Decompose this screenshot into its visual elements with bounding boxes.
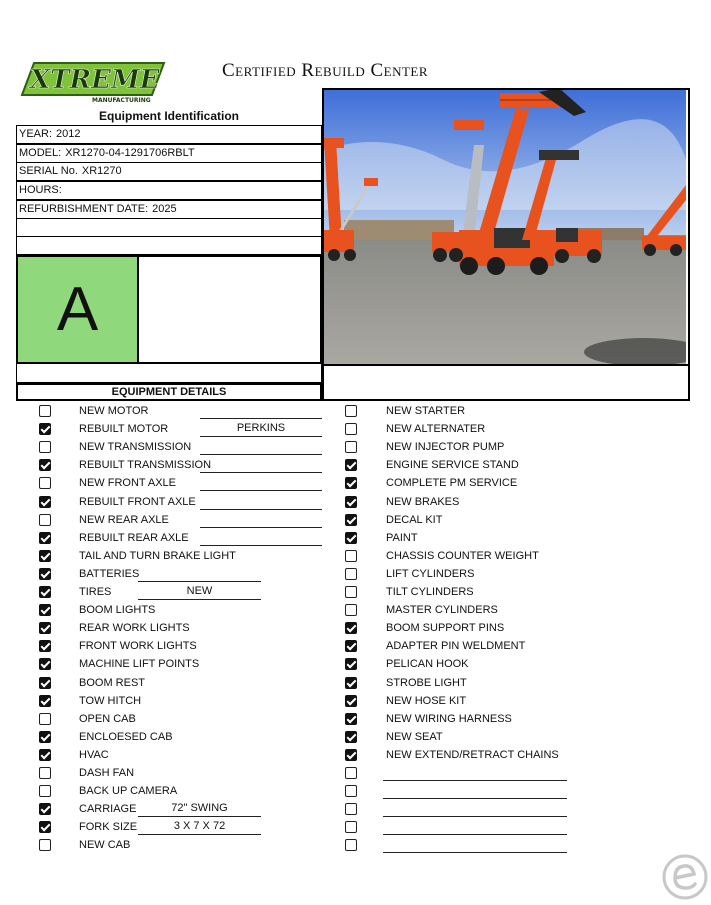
blank-row bbox=[16, 363, 322, 383]
checklist-item bbox=[345, 584, 675, 602]
photo-divider bbox=[322, 364, 690, 366]
checklist-item-label: REBUILT REAR AXLE bbox=[79, 532, 189, 544]
checked-checkbox[interactable] bbox=[39, 423, 51, 435]
checklist-item-label: TAIL AND TURN BRAKE LIGHT bbox=[79, 550, 236, 562]
checklist-item-label: REAR WORK LIGHTS bbox=[79, 622, 190, 634]
checked-checkbox[interactable] bbox=[345, 477, 357, 489]
id-row-label: YEAR: bbox=[19, 128, 53, 140]
unchecked-checkbox[interactable] bbox=[345, 785, 357, 797]
checked-checkbox[interactable] bbox=[39, 677, 51, 689]
unchecked-checkbox[interactable] bbox=[39, 839, 51, 851]
id-row-value: 2025 bbox=[152, 203, 177, 215]
checklist-item-label: BOOM LIGHTS bbox=[79, 604, 156, 616]
checked-checkbox[interactable] bbox=[345, 640, 357, 652]
checklist-item-label: DECAL KIT bbox=[386, 514, 443, 526]
checklist-item bbox=[39, 421, 369, 439]
fill-in-line bbox=[200, 475, 322, 491]
checklist-item bbox=[39, 457, 369, 475]
fill-in-line bbox=[200, 494, 322, 510]
checklist-item bbox=[39, 675, 369, 693]
fill-in-line bbox=[383, 837, 567, 853]
unchecked-checkbox[interactable] bbox=[39, 405, 51, 417]
checklist-item bbox=[345, 548, 675, 566]
checklist-item-label: NEW EXTEND/RETRACT CHAINS bbox=[386, 749, 559, 761]
unchecked-checkbox[interactable] bbox=[39, 713, 51, 725]
fill-in-line: PERKINS bbox=[200, 421, 322, 437]
fill-in-line bbox=[200, 530, 322, 546]
checked-checkbox[interactable] bbox=[345, 496, 357, 508]
unchecked-checkbox[interactable] bbox=[345, 803, 357, 815]
checklist-item-label: LIFT CYLINDERS bbox=[386, 568, 475, 580]
checklist-item bbox=[345, 620, 675, 638]
checklist-item bbox=[345, 747, 675, 765]
checklist-item-label: DASH FAN bbox=[79, 767, 135, 779]
checklist-item bbox=[345, 512, 675, 530]
checklist-item bbox=[39, 439, 369, 457]
checked-checkbox[interactable] bbox=[345, 459, 357, 471]
checklist-item-label: CHASSIS COUNTER WEIGHT bbox=[386, 550, 539, 562]
identification-title: Equipment Identification bbox=[99, 109, 239, 123]
checklist-item bbox=[345, 494, 675, 512]
checklist-item bbox=[39, 801, 369, 819]
checklist-item bbox=[345, 421, 675, 439]
logo-wordmark: XTREME bbox=[30, 65, 160, 95]
checked-checkbox[interactable] bbox=[345, 713, 357, 725]
id-row bbox=[16, 181, 322, 200]
unchecked-checkbox[interactable] bbox=[39, 514, 51, 526]
checked-checkbox[interactable] bbox=[345, 514, 357, 526]
checklist-item-label: BATTERIES bbox=[79, 568, 140, 580]
checklist-item-label: FORK SIZE bbox=[79, 821, 138, 833]
checklist-item bbox=[345, 530, 675, 548]
checklist-item bbox=[39, 548, 369, 566]
checked-checkbox[interactable] bbox=[345, 532, 357, 544]
checklist-item bbox=[39, 819, 369, 837]
checklist-item-label: NEW STARTER bbox=[386, 405, 466, 417]
checklist-item bbox=[39, 620, 369, 638]
checked-checkbox[interactable] bbox=[39, 550, 51, 562]
checked-checkbox[interactable] bbox=[39, 821, 51, 833]
checklist-item-label: OPEN CAB bbox=[79, 713, 136, 725]
checklist-item bbox=[345, 801, 675, 819]
equipment-photo bbox=[324, 90, 686, 364]
unchecked-checkbox[interactable] bbox=[39, 767, 51, 779]
unchecked-checkbox[interactable] bbox=[345, 839, 357, 851]
checklist-item bbox=[39, 747, 369, 765]
fill-in-line: NEW bbox=[138, 584, 261, 600]
fill-in-line bbox=[383, 801, 567, 817]
checklist-item-label: ADAPTER PIN WELDMENT bbox=[386, 640, 526, 652]
checklist-item-label: TOW HITCH bbox=[79, 695, 142, 707]
fill-in-line bbox=[383, 765, 567, 781]
checked-checkbox[interactable] bbox=[39, 532, 51, 544]
checklist-item bbox=[345, 457, 675, 475]
checklist-item bbox=[345, 675, 675, 693]
checklist-item bbox=[39, 783, 369, 801]
checklist-item bbox=[39, 711, 369, 729]
checked-checkbox[interactable] bbox=[345, 658, 357, 670]
id-row bbox=[16, 200, 322, 219]
checklist-item bbox=[345, 439, 675, 457]
checklist-item bbox=[345, 783, 675, 801]
checklist-item-label: NEW MOTOR bbox=[79, 405, 149, 417]
checked-checkbox[interactable] bbox=[345, 695, 357, 707]
checklist-item bbox=[345, 638, 675, 656]
checklist-item-label: NEW SEAT bbox=[386, 731, 443, 743]
id-row bbox=[16, 125, 322, 144]
fill-in-line bbox=[383, 783, 567, 799]
checklist-item-label: NEW WIRING HARNESS bbox=[386, 713, 512, 725]
checklist-item-label: REBUILT MOTOR bbox=[79, 423, 169, 435]
checklist-item bbox=[39, 403, 369, 421]
checklist-item bbox=[39, 765, 369, 783]
checked-checkbox[interactable] bbox=[345, 622, 357, 634]
id-row-value: 2012 bbox=[56, 128, 81, 140]
checked-checkbox[interactable] bbox=[39, 695, 51, 707]
e-logo-icon bbox=[662, 854, 708, 900]
checklist-item bbox=[39, 494, 369, 512]
id-row bbox=[16, 218, 322, 237]
checklist-item bbox=[39, 475, 369, 493]
fill-in-line bbox=[200, 403, 322, 419]
fill-in-line bbox=[200, 457, 322, 473]
id-row bbox=[16, 162, 322, 181]
unchecked-checkbox[interactable] bbox=[39, 785, 51, 797]
checked-checkbox[interactable] bbox=[39, 568, 51, 580]
checked-checkbox[interactable] bbox=[39, 749, 51, 761]
unchecked-checkbox[interactable] bbox=[345, 767, 357, 779]
checklist-item bbox=[39, 512, 369, 530]
checked-checkbox[interactable] bbox=[345, 749, 357, 761]
logo-subtext: MANUFACTURING bbox=[92, 97, 151, 104]
checked-checkbox[interactable] bbox=[39, 604, 51, 616]
checklist-item-label: BOOM SUPPORT PINS bbox=[386, 622, 505, 634]
checklist-item-label: BOOM REST bbox=[79, 677, 146, 689]
checklist-item-label: NEW CAB bbox=[79, 839, 131, 851]
unchecked-checkbox[interactable] bbox=[345, 568, 357, 580]
checklist-item-label: REBUILT TRANSMISSION bbox=[79, 459, 212, 471]
checklist-item bbox=[39, 638, 369, 656]
unchecked-checkbox[interactable] bbox=[345, 405, 357, 417]
unchecked-checkbox[interactable] bbox=[345, 586, 357, 598]
checklist-item bbox=[345, 765, 675, 783]
id-row-value: XR1270 bbox=[81, 165, 122, 177]
grade-box bbox=[16, 255, 139, 364]
checklist-item-label: CARRIAGE bbox=[79, 803, 137, 815]
checklist-item-label: ENCLOESED CAB bbox=[79, 731, 173, 743]
id-row-label: HOURS: bbox=[19, 184, 62, 196]
fill-in-line bbox=[138, 566, 261, 582]
checked-checkbox[interactable] bbox=[39, 496, 51, 508]
id-row-value: XR1270-04-1291706RBLT bbox=[65, 147, 195, 159]
fill-in-line: 3 X 7 X 72 bbox=[138, 819, 261, 835]
checked-checkbox[interactable] bbox=[345, 677, 357, 689]
id-row-label: MODEL: bbox=[19, 147, 62, 159]
checklist-item bbox=[39, 602, 369, 620]
checklist-item bbox=[39, 584, 369, 602]
checklist-item bbox=[39, 656, 369, 674]
unchecked-checkbox[interactable] bbox=[345, 441, 357, 453]
checklist-item bbox=[39, 693, 369, 711]
checklist-item-label: NEW FRONT AXLE bbox=[79, 477, 176, 489]
checked-checkbox[interactable] bbox=[39, 640, 51, 652]
fill-in-line bbox=[200, 512, 322, 528]
checked-checkbox[interactable] bbox=[39, 622, 51, 634]
grade-notes-box bbox=[138, 255, 322, 364]
xtreme-logo bbox=[14, 57, 174, 105]
details-title: EQUIPMENT DETAILS bbox=[16, 383, 322, 401]
checklist-item-label: BACK UP CAMERA bbox=[79, 785, 178, 797]
id-row-label: SERIAL No. bbox=[19, 165, 78, 177]
fill-in-line bbox=[383, 819, 567, 835]
checklist-item-label: NEW REAR AXLE bbox=[79, 514, 169, 526]
grade-letter: A bbox=[56, 275, 99, 344]
checklist-item-label: NEW INJECTOR PUMP bbox=[386, 441, 505, 453]
checklist-item-label: COMPLETE PM SERVICE bbox=[386, 477, 518, 489]
page-title: Certified Rebuild Center bbox=[222, 60, 429, 81]
fill-in-line bbox=[200, 439, 322, 455]
id-row-label: REFURBISHMENT DATE: bbox=[19, 203, 149, 215]
checklist-item-label: TILT CYLINDERS bbox=[386, 586, 474, 598]
checklist-item-label: NEW TRANSMISSION bbox=[79, 441, 192, 453]
id-row bbox=[16, 236, 322, 255]
checklist-item bbox=[345, 566, 675, 584]
checklist-item-label: PELICAN HOOK bbox=[386, 658, 469, 670]
checklist-item bbox=[345, 819, 675, 837]
checklist-item bbox=[345, 403, 675, 421]
checklist-item-label: NEW BRAKES bbox=[386, 496, 460, 508]
checklist-item bbox=[345, 475, 675, 493]
checklist-item bbox=[39, 566, 369, 584]
unchecked-checkbox[interactable] bbox=[345, 423, 357, 435]
checklist-item bbox=[345, 602, 675, 620]
checklist-item bbox=[345, 711, 675, 729]
checklist-item bbox=[39, 837, 369, 855]
unchecked-checkbox[interactable] bbox=[345, 550, 357, 562]
checklist-item-label: STROBE LIGHT bbox=[386, 677, 467, 689]
checklist-item-label: NEW HOSE KIT bbox=[386, 695, 467, 707]
checklist-item-label: NEW ALTERNATER bbox=[386, 423, 486, 435]
unchecked-checkbox[interactable] bbox=[345, 821, 357, 833]
checked-checkbox[interactable] bbox=[345, 731, 357, 743]
checklist-item bbox=[39, 530, 369, 548]
fill-in-line: 72" SWING bbox=[138, 801, 261, 817]
checked-checkbox[interactable] bbox=[39, 459, 51, 471]
checklist-item-label: MASTER CYLINDERS bbox=[386, 604, 498, 616]
checklist-item bbox=[39, 729, 369, 747]
checklist-item-label: FRONT WORK LIGHTS bbox=[79, 640, 197, 652]
id-row bbox=[16, 144, 322, 163]
unchecked-checkbox[interactable] bbox=[39, 477, 51, 489]
checklist-item-label: ENGINE SERVICE STAND bbox=[386, 459, 519, 471]
checklist-item-label: HVAC bbox=[79, 749, 109, 761]
checklist-item bbox=[345, 729, 675, 747]
checklist-item bbox=[345, 656, 675, 674]
checked-checkbox[interactable] bbox=[39, 586, 51, 598]
checklist-item-label: MACHINE LIFT POINTS bbox=[79, 658, 200, 670]
unchecked-checkbox[interactable] bbox=[345, 604, 357, 616]
checked-checkbox[interactable] bbox=[39, 803, 51, 815]
checklist-item-label: REBUILT FRONT AXLE bbox=[79, 496, 196, 508]
checklist-item-label: TIRES bbox=[79, 586, 112, 598]
unchecked-checkbox[interactable] bbox=[39, 441, 51, 453]
checklist-item bbox=[345, 837, 675, 855]
checklist-item-label: PAINT bbox=[386, 532, 418, 544]
checklist-item bbox=[345, 693, 675, 711]
checked-checkbox[interactable] bbox=[39, 658, 51, 670]
checked-checkbox[interactable] bbox=[39, 731, 51, 743]
